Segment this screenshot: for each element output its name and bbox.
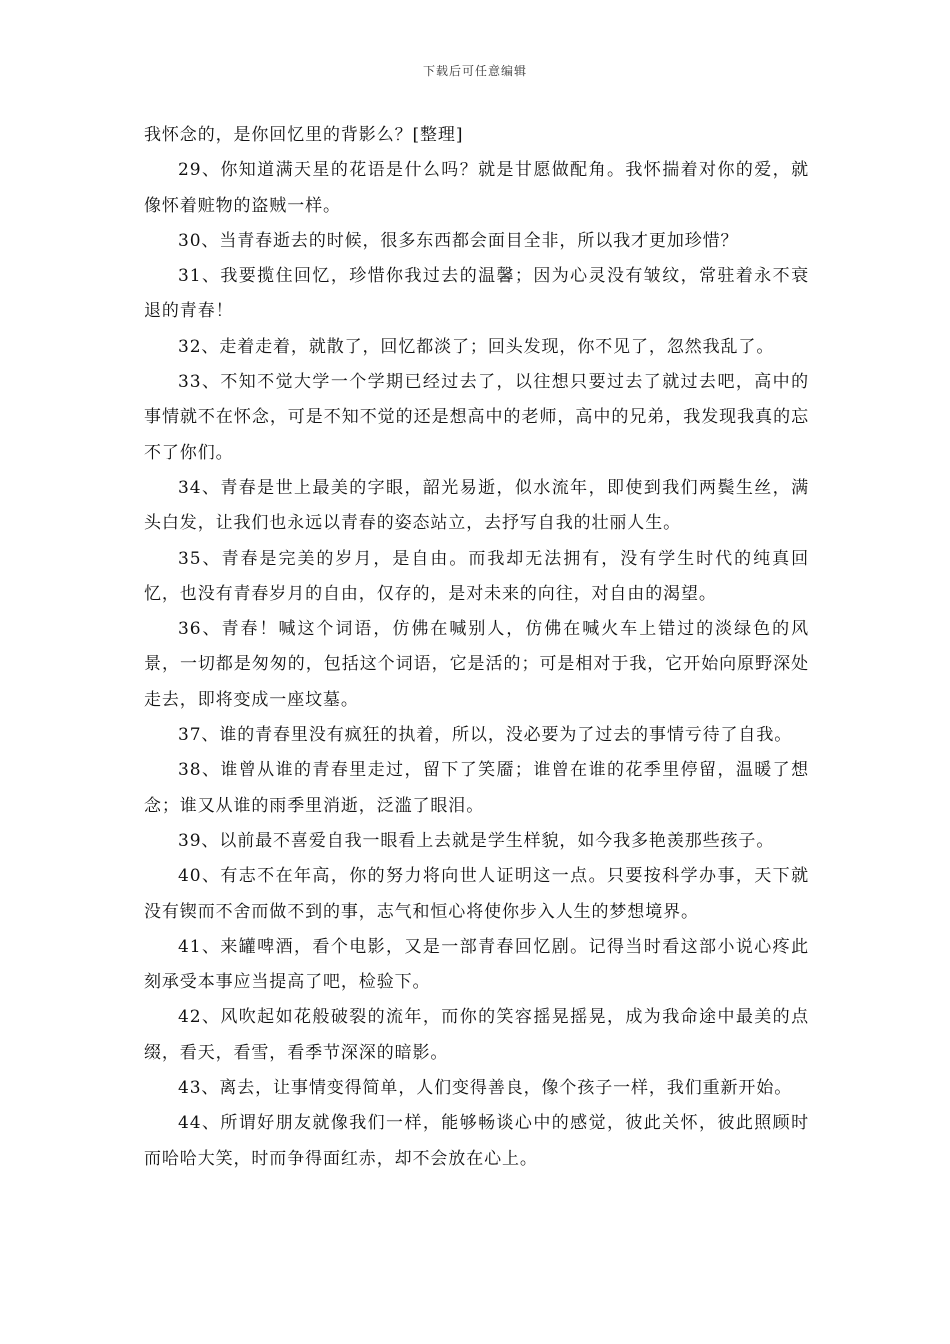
paragraph: 39、以前最不喜爱自我一眼看上去就是学生样貌，如今我多艳羡那些孩子。 (178, 830, 775, 851)
page-header: 下载后可任意编辑 (422, 64, 527, 78)
paragraph: 35、青春是完美的岁月，是自由。而我却无法拥有，没有学生时代的纯真回忆，也没有青春岁月的自由，仅存的，是对未来的向往，对自由的渴望。 (144, 548, 809, 604)
paragraph: 33、不知不觉大学一个学期已经过去了，以往想只要过去了就过去吧，高中的事情就不在怀念，可是不知不觉的还是想高中的老师，高中的兄弟，我发现我真的忘不了你们。 (144, 372, 809, 463)
paragraph: 30、当青春逝去的时候，很多东西都会面目全非，所以我才更加珍惜？ (178, 230, 739, 251)
paragraph: 36、青春！喊这个词语，仿佛在喊别人，仿佛在喊火车上错过的淡绿色的风景，一切都是匆匆的，包括这个词语，它是活的；可是相对于我，它开始向原野深处走去，即将变成一座坟墓。 (144, 619, 809, 710)
paragraph: 29、你知道满天星的花语是什么吗？就是甘愿做配角。我怀揣着对你的爱，就像怀着赃物的盗贼一样。 (144, 160, 809, 216)
document-body (144, 118, 809, 1177)
paragraph: 37、谁的青春里没有疯狂的执着，所以，没必要为了过去的事情亏待了自我。 (178, 725, 793, 746)
paragraph: 43、离去，让事情变得简单，人们变得善良，像个孩子一样，我们重新开始。 (178, 1078, 793, 1099)
paragraph: 44、所谓好朋友就像我们一样，能够畅谈心中的感觉，彼此关怀，彼此照顾时而哈哈大笑，时而争得面红赤，却不会放在心上。 (144, 1113, 809, 1169)
paragraph: 40、有志不在年高，你的努力将向世人证明这一点。只要按科学办事，天下就没有锲而不舍而做不到的事，志气和恒心将使你步入人生的梦想境界。 (144, 866, 809, 922)
paragraph: 41、来罐啤酒，看个电影，又是一部青春回忆剧。记得当时看这部小说心疼此刻承受本事应当提高了吧，检验下。 (144, 936, 809, 993)
paragraph: 32、走着走着，就散了，回忆都淡了；回头发现，你不见了，忽然我乱了。 (178, 336, 775, 357)
paragraph: 38、谁曾从谁的青春里走过，留下了笑靥；谁曾在谁的花季里停留，温暖了想念；谁又从谁的雨季里消逝，泛滥了眼泪。 (144, 760, 809, 816)
paragraph: 我怀念的，是你回忆里的背影么？[整理] (144, 125, 464, 145)
paragraph: 34、青春是世上最美的字眼，韶光易逝，似水流年，即使到我们两鬓生丝，满头白发，让我们也永远以青春的姿态站立，去抒写自我的壮丽人生。 (144, 477, 809, 534)
paragraph: 31、我要揽住回忆，珍惜你我过去的温馨；因为心灵没有皱纹，常驻着永不衰退的青春！ (144, 266, 809, 322)
paragraph: 42、风吹起如花般破裂的流年，而你的笑容摇晃摇晃，成为我命途中最美的点缀，看天，看雪，看季节深深的暗影。 (144, 1007, 809, 1063)
